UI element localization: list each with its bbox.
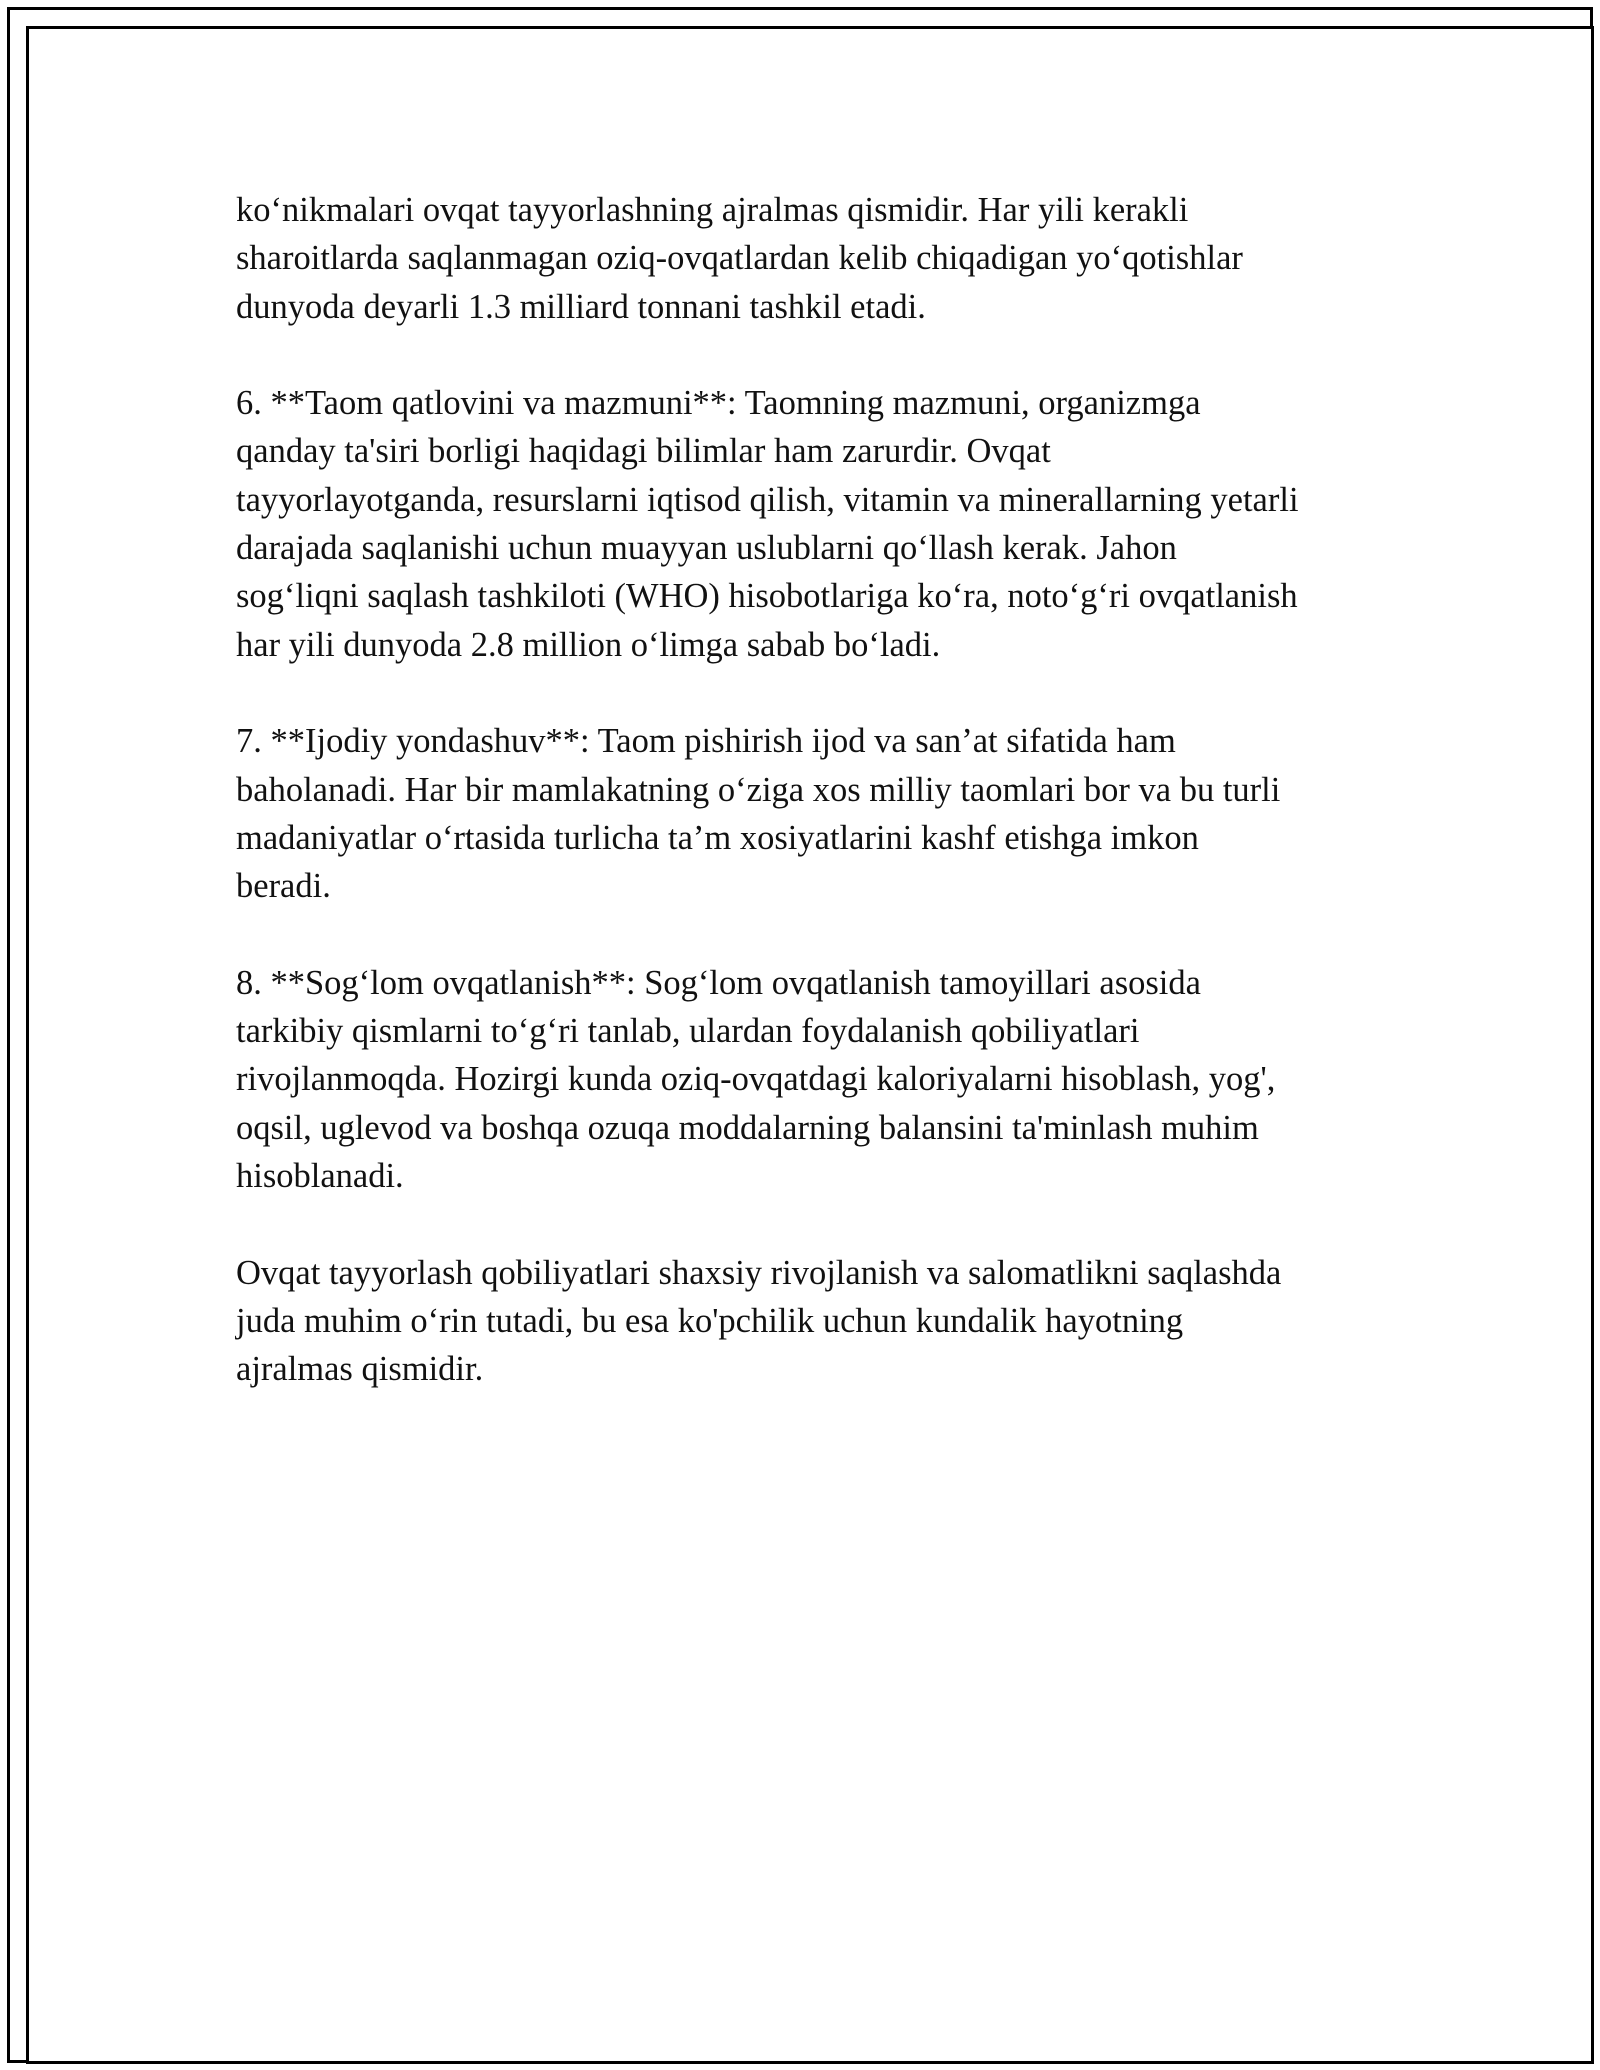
paragraph-7-creative-approach: 7. **Ijodiy yondashuv**: Taom pishirish ijod va san’at sifatida ham baholanadi. Har bir mamlakatning o‘ziga xos milliy taomlari bor va bu turli madaniyatlar o‘rtasida turlicha ta’m xosiyatlarini kashf etishga imkon beradi.	[236, 722, 1281, 906]
document-body	[236, 186, 1400, 1442]
paragraph-conclusion: Ovqat tayyorlash qobiliyatlari shaxsiy rivojlanish va salomatlikni saqlashda juda muhim o‘rin tutadi, bu esa ko'pchilik uchun kundalik hayotning ajralmas qismidir.	[236, 1253, 1282, 1389]
paragraph-6-food-content: 6. **Taom qatlovini va mazmuni**: Taomning mazmuni, organizmga qanday ta'siri borligi haqidagi bilimlar ham zarurdir. Ovqat tayyorlayotganda, resurslarni iqtisod qilish, vitamin va minerallarning yetarli darajada saqlanishi uchun muayyan uslublarni qo‘llash kerak. Jahon sog‘liqni saqlash tashkiloti (WHO) hisobotlariga ko‘ra, noto‘g‘ri ovqatlanish har yili dunyoda 2.8 million o‘limga sabab bo‘ladi.	[236, 384, 1299, 664]
paragraph-8-healthy-eating: 8. **Sog‘lom ovqatlanish**: Sog‘lom ovqatlanish tamoyillari asosida tarkibiy qismlarni to‘g‘ri tanlab, ulardan foydalanish qobiliyatlari rivojlanmoqda. Hozirgi kunda oziq-ovqatdagi kaloriyalarni hisoblash, yog', oqsil, uglevod va boshqa ozuqa moddalarning balansini ta'minlash muhim hisoblanadi.	[236, 963, 1276, 1195]
paragraph-food-loss: ko‘nikmalari ovqat tayyorlashning ajralmas qismidir. Har yili kerakli sharoitlarda saqlanmagan oziq-ovqatlardan kelib chiqadigan yo‘qotishlar dunyoda deyarli 1.3 milliard tonnani tashkil etadi.	[236, 191, 1243, 326]
